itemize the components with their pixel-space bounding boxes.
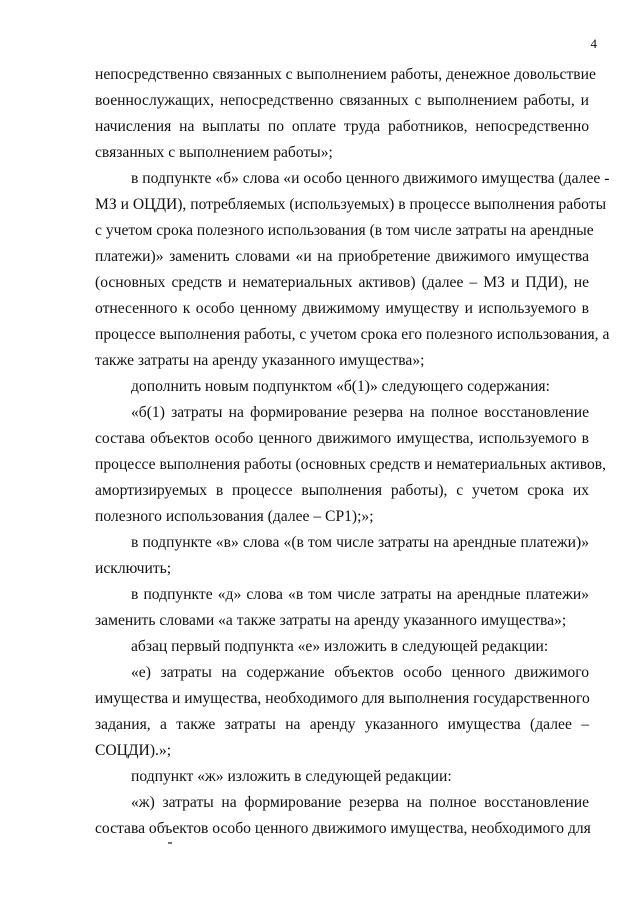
- text-line: МЗ и ОЦДИ), потребляемых (используемых) в процессе выполнения работы: [95, 196, 607, 213]
- text-line: имущества и имущества, необходимого для выполнения государственного: [95, 690, 590, 707]
- text-line: «е) затраты на содержание объектов особо ценного движимого: [131, 664, 589, 681]
- scan-speck: [168, 842, 172, 844]
- text-line: «ж) затраты на формирование резерва на полное восстановление: [131, 794, 589, 811]
- text-line: начисления на выплаты по оплате труда работников, непосредственно: [95, 118, 589, 135]
- text-line: платежи)» заменить словами «и на приобретение движимого имущества: [95, 248, 589, 265]
- text-line: военнослужащих, непосредственно связанных с выполнением работы, и: [95, 92, 589, 109]
- text-line: связанных с выполнением работы»;: [95, 144, 333, 161]
- text-line: заменить словами «а также затраты на аренду указанного имущества»;: [95, 612, 567, 629]
- text-line: состава объектов особо ценного движимого имущества, используемого в: [95, 430, 589, 447]
- text-line: в подпункте «б» слова «и особо ценного движимого имущества (далее -: [131, 170, 610, 187]
- text-line: абзац первый подпункта «е» изложить в следующей редакции:: [131, 638, 549, 655]
- text-line: (основных средств и нематериальных активов) (далее – МЗ и ПДИ), не: [95, 274, 589, 291]
- text-line: состава объектов особо ценного движимого имущества, необходимого для: [95, 820, 591, 837]
- text-line: с учетом срока полезного использования (в том числе затраты на арендные: [95, 222, 594, 239]
- text-line: процессе выполнения работы (основных средств и нематериальных активов,: [95, 456, 607, 473]
- text-line: дополнить новым подпунктом «б(1)» следующего содержания:: [131, 378, 550, 395]
- text-line: непосредственно связанных с выполнением работы, денежное довольствие: [95, 66, 596, 83]
- page-number: 4: [590, 36, 597, 51]
- text-line: процессе выполнения работы, с учетом срока его полезного использования, а: [95, 326, 610, 343]
- text-line: в подпункте «д» слова «в том числе затраты на арендные платежи»: [131, 586, 589, 603]
- text-line: амортизируемых в процессе выполнения работы), с учетом срока их: [95, 482, 589, 499]
- text-line: СОЦДИ).»;: [95, 742, 172, 759]
- text-line: исключить;: [95, 560, 172, 577]
- text-line: в подпункте «в» слова «(в том числе затраты на арендные платежи)»: [131, 534, 589, 551]
- text-line: подпункт «ж» изложить в следующей редакции:: [131, 768, 452, 785]
- text-line: также затраты на аренду указанного имущества»;: [95, 352, 425, 369]
- text-line: «б(1) затраты на формирование резерва на полное восстановление: [131, 404, 589, 421]
- text-line: задания, а также затраты на аренду указанного имущества (далее –: [95, 716, 589, 733]
- text-line: отнесенного к особо ценному движимому имуществу и используемого в: [95, 300, 589, 317]
- text-line: полезного использования (далее – СР1);»;: [95, 508, 374, 525]
